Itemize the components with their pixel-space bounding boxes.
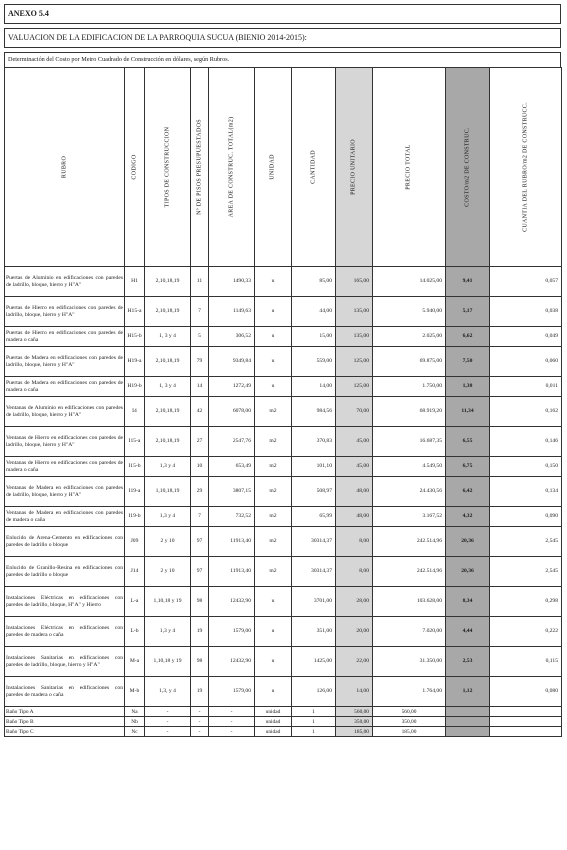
table-row [5,527,562,557]
cell-costo: 1,12 [446,677,490,707]
cell-rubro: Ventanas de Hierro en edificaciones con paredes de ladrillo, bloque, hierro y H"A" [5,427,125,457]
cell-pisos: 14 [191,377,209,397]
cell-cantidad: 1 [292,707,336,717]
cell-codigo: L-a [125,587,145,617]
cell-unitario: 135,00 [336,297,373,327]
cell-tipos: 2 y 10 [145,557,191,587]
cell-codigo: I15-a [125,427,145,457]
cell-area: - [209,717,255,727]
table-row [5,507,562,527]
cell-rubro: Instalaciones Sanitarias en edificaciones con paredes de ladrillo, bloque, hierro y H"A" [5,647,125,677]
cell-costo: 4,32 [446,507,490,527]
cell-empty [446,727,490,737]
cell-total: 185,00 [373,727,446,737]
table-row-bano [5,707,562,717]
cell-rubro: Instalaciones Eléctricas en edificaciones con paredes de ladrillo, bloque, H"A" y Hierro [5,587,125,617]
cell-unidad: unidad [255,727,292,737]
cell-unitario: 350,00 [336,717,373,727]
cell-area: 1149,63 [209,297,255,327]
cell-tipos: 1,10,18 y 19 [145,647,191,677]
table-row [5,347,562,377]
cell-unitario: 185,00 [336,727,373,737]
cell-empty [446,717,490,727]
table-row [5,457,562,477]
cell-unidad: m2 [255,427,292,457]
header-area: AREA DE CONSTRUC. TOTAL(m2) [209,68,255,267]
table-row [5,617,562,647]
cell-area: 1490,33 [209,267,255,297]
cell-total: 242.514,96 [373,557,446,587]
cell-pisos: - [191,717,209,727]
cell-unitario: 8,00 [336,527,373,557]
table-row [5,587,562,617]
header-precio-total: PRECIO TOTAL [373,68,446,267]
cell-total: 3.167,52 [373,507,446,527]
cell-costo: 6,62 [446,327,490,347]
cell-tipos: 1,3 y 4 [145,507,191,527]
cell-rubro: Puertas de Hierro en edificaciones con paredes de ladrillo, bloque, hierro y H"A" [5,297,125,327]
cell-area: 9349,84 [209,347,255,377]
cell-tipos: 1,10,18,19 [145,477,191,507]
cell-rubro: Enlucido de Granillo-Resina en edificaciones con paredes de ladrillo o bloque [5,557,125,587]
cell-codigo: J14 [125,557,145,587]
header-costo-m2: COSTO/m2 DE CONSTRUC. [446,68,490,267]
cell-tipos: - [145,707,191,717]
cell-unidad: m2 [255,397,292,427]
header-row [5,68,562,267]
cell-pisos: - [191,727,209,737]
cell-codigo: H15-b [125,327,145,347]
table-row [5,647,562,677]
cell-unitario: 125,00 [336,377,373,397]
cell-cantidad: 1425,00 [292,647,336,677]
cell-costo: 11,34 [446,397,490,427]
cell-empty [490,717,562,727]
cell-codigo: Na [125,707,145,717]
cell-codigo: H19-a [125,347,145,377]
cell-cantidad: 15,00 [292,327,336,347]
cell-rubro: Baño Tipo A [5,707,125,717]
cell-total: 69.875,00 [373,347,446,377]
cell-cantidad: 508,97 [292,477,336,507]
cell-area: 653,49 [209,457,255,477]
cell-area: 1579,00 [209,617,255,647]
cell-cantidad: 126,00 [292,677,336,707]
cell-unidad: u [255,377,292,397]
cell-cantidad: 370,83 [292,427,336,457]
table-row-bano [5,717,562,727]
table-row [5,267,562,297]
header-pisos: Nº DE PISOS PRESUPUESTADOS [191,68,209,267]
cell-pisos: 79 [191,347,209,377]
cell-cuantia: 0,038 [490,297,562,327]
header-unidad: UNIDAD [255,68,292,267]
cell-area: 2547,76 [209,427,255,457]
cell-cuantia: 0,115 [490,647,562,677]
cell-tipos: 2,10,18,19 [145,397,191,427]
cell-area: 12432,90 [209,647,255,677]
cell-rubro: Puertas de Madera en edificaciones con paredes de ladrillo, bloque, hierro y H"A" [5,347,125,377]
cell-cantidad: 101,10 [292,457,336,477]
header-codigo: CODIGO [125,68,145,267]
cell-total: 242.514,96 [373,527,446,557]
cell-pisos: 97 [191,557,209,587]
cell-unitario: 48,00 [336,507,373,527]
header-cuantia: CUANTIA DEL RUBRO/m2 DE CONSTRUCC. [490,68,562,267]
cell-unitario: 48,00 [336,477,373,507]
cell-unidad: u [255,297,292,327]
cell-costo: 4,44 [446,617,490,647]
cell-unidad: unidad [255,707,292,717]
cell-cantidad: 44,00 [292,297,336,327]
cell-total: 24.430,56 [373,477,446,507]
cell-rubro: Baño Tipo B [5,717,125,727]
cell-costo: 20,36 [446,527,490,557]
header-rubro: RUBRO [5,68,125,267]
cell-tipos: - [145,727,191,737]
cell-pisos: 5 [191,327,209,347]
cell-cuantia: 0,162 [490,397,562,427]
table-row [5,377,562,397]
cell-total: 1.764,00 [373,677,446,707]
cell-area: 1579,00 [209,677,255,707]
cell-total: 68.919,20 [373,397,446,427]
cell-area: - [209,727,255,737]
cell-codigo: H1 [125,267,145,297]
cell-tipos: - [145,717,191,727]
cell-unitario: 125,00 [336,347,373,377]
cell-cuantia: 0,298 [490,587,562,617]
cell-cantidad: 351,00 [292,617,336,647]
table-row [5,477,562,507]
cell-cuantia: 0,134 [490,477,562,507]
cell-pisos: 98 [191,587,209,617]
cell-pisos: 97 [191,527,209,557]
cell-unitario: 22,00 [336,647,373,677]
cell-costo: 20,36 [446,557,490,587]
cell-codigo: H19-b [125,377,145,397]
cell-area: 306,52 [209,327,255,347]
cell-rubro: Instalaciones Sanitarias en edificaciones con paredes de madera o caña [5,677,125,707]
cell-costo: 1,38 [446,377,490,397]
cell-codigo: I19-b [125,507,145,527]
cell-costo: 8,34 [446,587,490,617]
cell-rubro: Puertas de Hierro en edificaciones con paredes de madera o caña [5,327,125,347]
cell-unitario: 165,00 [336,267,373,297]
cell-cuantia: 0,057 [490,267,562,297]
cell-tipos: 2 y 10 [145,527,191,557]
cell-rubro: Puertas de Madera en edificaciones con paredes de madera o caña [5,377,125,397]
cell-pisos: 7 [191,297,209,327]
cell-unidad: m2 [255,477,292,507]
cell-codigo: I15-b [125,457,145,477]
cell-tipos: 1,10,18 y 19 [145,587,191,617]
cell-total: 2.025,00 [373,327,446,347]
cost-table [4,67,562,737]
cell-costo: 2,53 [446,647,490,677]
cell-empty [490,707,562,717]
table-row [5,677,562,707]
cell-area: 1272,49 [209,377,255,397]
cell-unitario: 45,00 [336,457,373,477]
cell-cuantia: 0,011 [490,377,562,397]
cell-codigo: M-b [125,677,145,707]
cell-unidad: u [255,647,292,677]
cell-cantidad: 559,00 [292,347,336,377]
cell-tipos: 2,10,18,19 [145,297,191,327]
cell-cuantia: 0,146 [490,427,562,457]
header-cantidad: CANTIDAD [292,68,336,267]
table-row [5,327,562,347]
cell-costo: 6,75 [446,457,490,477]
cell-rubro: Ventanas de Madera en edificaciones con paredes de ladrillo, bloque, hierro y H"A" [5,477,125,507]
cell-cuantia: 0,150 [490,457,562,477]
cell-area: 3807,15 [209,477,255,507]
cell-rubro: Puertas de Aluminio en edificaciones con paredes de ladrillo, bloque, hierro y H"A" [5,267,125,297]
cell-empty [446,707,490,717]
cell-unitario: 20,00 [336,617,373,647]
cell-unidad: m2 [255,527,292,557]
cell-unitario: 45,00 [336,427,373,457]
annex-label: ANEXO 5.4 [4,4,561,24]
cell-pisos: 11 [191,267,209,297]
cell-empty [490,727,562,737]
cell-tipos: 1,3 y 4 [145,617,191,647]
cell-unitario: 560,00 [336,707,373,717]
table-row-bano [5,727,562,737]
cell-tipos: 1,3 y 4 [145,457,191,477]
cell-total: 31.350,00 [373,647,446,677]
cell-pisos: 98 [191,647,209,677]
cell-unidad: m2 [255,557,292,587]
cell-area: 732,52 [209,507,255,527]
header-precio-unitario: PRECIO UNITARIO [336,68,373,267]
cell-cantidad: 1 [292,717,336,727]
cell-cuantia: 2,545 [490,527,562,557]
cell-unidad: u [255,587,292,617]
cell-unidad: u [255,617,292,647]
cell-cantidad: 14,00 [292,377,336,397]
cell-cantidad: 1 [292,727,336,737]
cell-cantidad: 85,00 [292,267,336,297]
cell-tipos: 1, 3 y 4 [145,327,191,347]
table-subtitle: Determinación del Costo por Metro Cuadrado de Construcción en dólares, según Rubros. [4,52,561,67]
cell-cuantia: 0,090 [490,507,562,527]
cell-rubro: Ventanas de Madera en edificaciones con paredes de madera o caña [5,507,125,527]
cell-area: - [209,707,255,717]
cell-total: 5.940,00 [373,297,446,327]
document-title: VALUACION DE LA EDIFICACION DE LA PARROQUIA SUCUA (BIENIO 2014-2015): [4,28,561,48]
table-body [5,267,562,737]
table-row [5,297,562,327]
cell-pisos: 19 [191,617,209,647]
cell-pisos: - [191,707,209,717]
cell-tipos: 1,3, y 4 [145,677,191,707]
table-row [5,557,562,587]
table-row [5,427,562,457]
cell-cantidad: 30314,37 [292,527,336,557]
cell-costo: 7,50 [446,347,490,377]
cell-tipos: 2,10,18,19 [145,427,191,457]
cell-total: 1.750,00 [373,377,446,397]
cell-total: 103.628,00 [373,587,446,617]
cell-unidad: u [255,347,292,377]
cell-codigo: Nb [125,717,145,727]
cell-unitario: 135,00 [336,327,373,347]
cell-unidad: m2 [255,507,292,527]
cell-codigo: Nc [125,727,145,737]
cell-total: 4.549,50 [373,457,446,477]
cell-cantidad: 65,99 [292,507,336,527]
cell-cuantia: 2,545 [490,557,562,587]
cell-total: 16.687,35 [373,427,446,457]
cell-costo: 6,42 [446,477,490,507]
cell-unitario: 8,00 [336,557,373,587]
cell-unitario: 28,00 [336,587,373,617]
cell-unidad: unidad [255,717,292,727]
cell-costo: 9,41 [446,267,490,297]
cell-cuantia: 0,222 [490,617,562,647]
cell-rubro: Ventanas de Hierro en edificaciones con paredes de madera o caña [5,457,125,477]
cell-rubro: Enlucido de Arena-Cemento en edificaciones con paredes de ladrillo o bloque [5,527,125,557]
cell-pisos: 19 [191,677,209,707]
table-row [5,397,562,427]
cell-codigo: L-b [125,617,145,647]
cell-costo: 5,17 [446,297,490,327]
cell-tipos: 2,10,18,19 [145,267,191,297]
cell-area: 11913,40 [209,527,255,557]
cell-cantidad: 984,56 [292,397,336,427]
cell-total: 560,00 [373,707,446,717]
cell-unitario: 70,00 [336,397,373,427]
cell-pisos: 10 [191,457,209,477]
cell-area: 11913,40 [209,557,255,587]
cell-cuantia: 0,049 [490,327,562,347]
cell-total: 7.020,00 [373,617,446,647]
cell-costo: 6,55 [446,427,490,457]
cell-codigo: I19-a [125,477,145,507]
cell-codigo: H15-a [125,297,145,327]
cell-cuantia: 0,080 [490,677,562,707]
cell-total: 350,00 [373,717,446,727]
cell-tipos: 2,10,18,19 [145,347,191,377]
cell-unidad: u [255,677,292,707]
cell-rubro: Ventanas de Aluminio en edificaciones con paredes de ladrillo, bloque, hierro y H"A" [5,397,125,427]
cell-unitario: 14,00 [336,677,373,707]
cell-total: 14.025,00 [373,267,446,297]
cell-pisos: 7 [191,507,209,527]
cell-codigo: J09 [125,527,145,557]
cell-codigo: I4 [125,397,145,427]
cell-codigo: M-a [125,647,145,677]
header-tipos: TIPOS DE CONSTRUCCION [145,68,191,267]
document-page [4,4,561,737]
cell-rubro: Instalaciones Eléctricas en edificaciones con paredes de madera o caña [5,617,125,647]
cell-unidad: m2 [255,457,292,477]
cell-pisos: 29 [191,477,209,507]
cell-unidad: u [255,267,292,297]
cell-pisos: 27 [191,427,209,457]
cell-area: 12432,90 [209,587,255,617]
cell-cantidad: 3701,00 [292,587,336,617]
cell-rubro: Baño Tipo C [5,727,125,737]
cell-cantidad: 30314,37 [292,557,336,587]
cell-pisos: 42 [191,397,209,427]
cell-area: 6078,00 [209,397,255,427]
cell-tipos: 1, 3 y 4 [145,377,191,397]
cell-cuantia: 0,060 [490,347,562,377]
cell-unidad: u [255,327,292,347]
